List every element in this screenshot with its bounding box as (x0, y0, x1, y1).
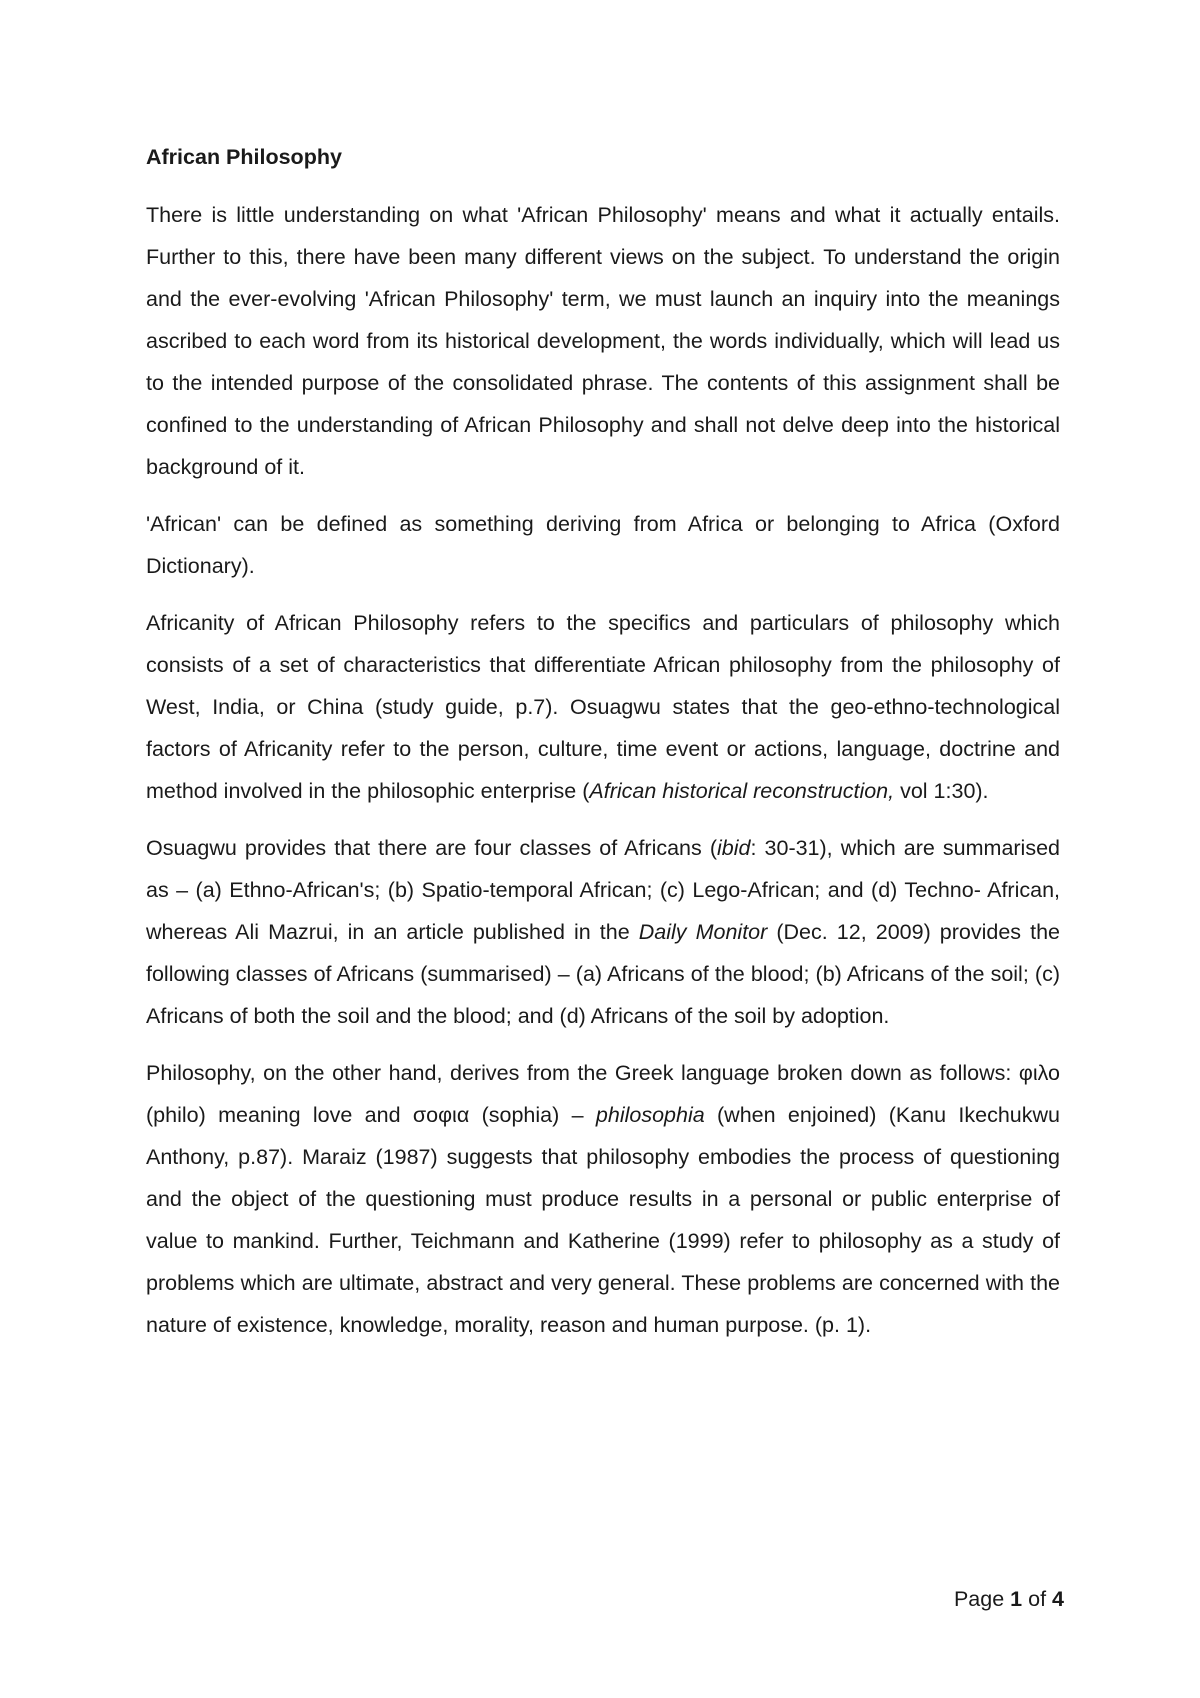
italic-term: philosophia (595, 1103, 705, 1127)
document-title: African Philosophy (146, 145, 342, 169)
page-number: 1 (1010, 1587, 1023, 1611)
text-run: Osuagwu provides that there are four classes of Africans ( (146, 836, 718, 860)
text-run: (when enjoined) (Kanu Ikechukwu Anthony, p.87). Maraiz (1987) suggests that philosophy embodies the process of questioning and the object of the questioning must produce results in a personal or public enterprise of value to mankind. Further, Teichmann and Katherine (1999) refer to philosophy as a study of problems which are ultimate, abstract and very general. These problems are concerned with the nature of existence, knowledge, morality, reason and human purpose. (p. 1). (146, 1103, 1061, 1337)
paragraph-intro: There is little understanding on what 'African Philosophy' means and what it actually entails. Further to this, there have been many different views on the subject. To understand the origin and the ever-evolving 'African Philosophy' term, we must launch an inquiry into the meanings ascribed to each word from its historical development, the words individually, which will lead us to the intended purpose of the consolidated phrase. The contents of this assignment shall be confined to the understanding of African Philosophy and shall not delve deep into the historical background of it. (146, 203, 1060, 479)
text-run: Africanity of African Philosophy refers to the specifics and particulars of philosophy which consists of a set of characteristics that differentiate African philosophy from the philosophy of West, India, or China (study guide, p.7). Osuagwu states that the geo-ethno-technological factors of Africanity refer to the person, culture, time event or actions, language, doctrine and method involved in the philosophic enterprise ( (146, 611, 1060, 803)
text-run: Philosophy, on the other hand, derives from the Greek language broken down as follows: φιλο (philo) meaning love and σοφια (sophia) – (146, 1061, 1060, 1127)
page-label: Page (953, 1587, 1005, 1611)
paragraph-african-definition: 'African' can be defined as something deriving from Africa or belonging to Africa (Oxford Dictionary). (146, 512, 1060, 578)
paragraph-africanity (146, 602, 1060, 812)
italic-publication: Daily Monitor (638, 920, 768, 944)
page-footer (954, 1584, 1064, 1614)
text-run: : 30-31), which are summarised as – (a) Ethno-African's; (b) Spatio-temporal African; (c) Lego-African; and (d) Techno- African, whereas Ali Mazrui, in an article published in the (146, 836, 1060, 944)
paragraph-classes-of-africans (146, 827, 1060, 1037)
paragraph-philosophy (146, 1052, 1060, 1346)
of-label: of (1028, 1587, 1047, 1611)
italic-ibid: ibid (717, 836, 751, 860)
italic-citation: African historical reconstruction, (589, 779, 895, 803)
text-run: (Dec. 12, 2009) provides the following classes of Africans (summarised) – (a) Africans of the blood; (b) Africans of the soil; (c) Africans of both the soil and the blood; and (d) Africans of the soil by adoption. (146, 920, 1061, 1028)
total-pages: 4 (1052, 1587, 1064, 1611)
document-body (146, 142, 1060, 1361)
text-run: vol 1:30). (894, 779, 989, 803)
